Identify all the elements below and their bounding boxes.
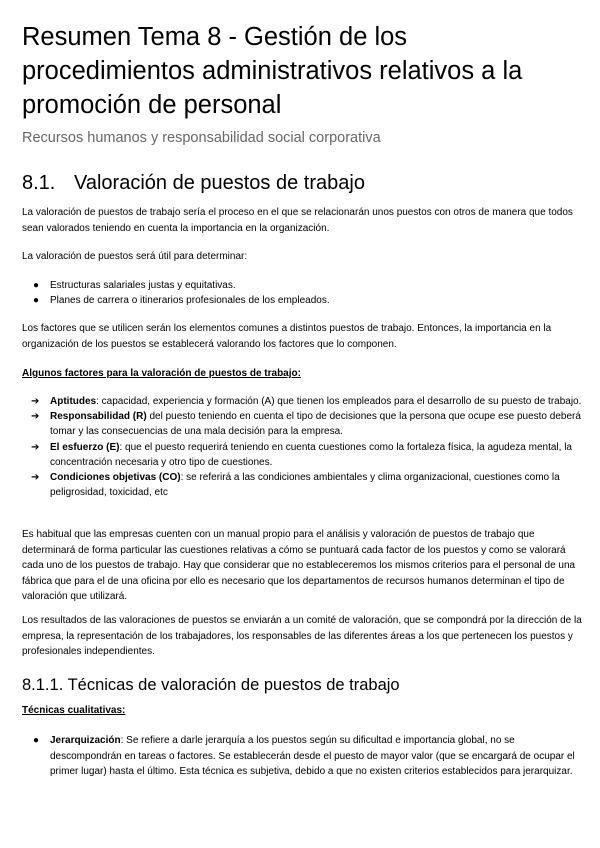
list-item: ● Jerarquización: Se refiere a darle jerarquía a los puestos según su dificultad e importancia global, no se descompondrán en tareas o factores. Se establecerán desde el puesto de mayor valor (que se encargará de ocupar el primer lugar) hasta el último. Esta técnica es subjetiva, debido a que no existen criterios establecidos para jerarquizar. — [33, 735, 575, 777]
arrow-icon: ➔ — [31, 441, 40, 453]
page-title: Resumen Tema 8 - Gestión de los procedimientos administrativos relativos a la promoción de personal — [22, 23, 523, 119]
page-subtitle: Recursos humanos y responsabilidad social corporativa — [22, 130, 381, 146]
results-paragraph: Los resultados de las valoraciones de puestos se enviarán a un comité de valoración, que se compondrá por la dirección de la empresa, la representación de los trabajadores, los responsables de las diferentes áreas a los que pertenecen los puestos y profesionales independientes. — [22, 615, 582, 657]
factors-list — [22, 394, 584, 500]
utility-intro: La valoración de puestos será útil para determinar: — [22, 251, 248, 262]
bullet-icon: ● — [33, 280, 40, 291]
arrow-icon: ➔ — [31, 411, 40, 423]
section-number: 8.1. — [22, 172, 56, 194]
list-item: ➔ El esfuerzo (E): que el puesto requerirá teniendo en cuenta cuestiones como la fortaleza física, la agudeza mental, la concentración necesaria y otro tipo de cuestiones. — [31, 441, 572, 468]
qualitative-heading: Técnicas cualitativas: — [22, 705, 126, 716]
arrow-icon: ➔ — [31, 472, 40, 484]
list-item: ➔ Condiciones objetivas (CO): se referirá a las condiciones ambientales y clima organizacional, cuestiones como la peligrosidad, toxicidad, etc — [31, 472, 560, 499]
bullet-icon: ● — [33, 735, 40, 746]
list-item: ● Estructuras salariales justas y equitativas. — [33, 280, 236, 291]
factors-paragraph: Los factores que se utilicen serán los elementos comunes a distintos puestos de trabajo. Entonces, la importancia en la organización de los puestos se establecerá valorando los factores que lo componen. — [22, 323, 552, 350]
qualitative-list — [22, 733, 584, 780]
factors-heading: Algunos factores para la valoración de puestos de trabajo: — [22, 368, 301, 379]
intro-paragraph: La valoración de puestos de trabajo sería el proceso en el que se relacionarán unos puestos con otros de manera que todos sean valorados teniendo en cuenta la importancia en la organización. — [22, 207, 573, 234]
manual-paragraph: Es habitual que las empresas cuenten con un manual propio para el análisis y valoración de puestos de trabajo que determinará de forma particular las cuestiones relativas a cómo se puntuará cada factor de los puestos y como se valorará cada uno de los puestos de trabajo. Hay que considerar que no estableceremos los mismos criterios para el personal de una fábrica que para el de una oficina por ello es necesario que los departamentos de recursos humanos determinan el tipo de valoración que utilizará. — [22, 529, 576, 602]
section-title: Valoración de puestos de trabajo — [74, 172, 365, 194]
arrow-icon: ➔ — [31, 396, 40, 407]
bullet-icon: ● — [33, 295, 40, 306]
utility-list — [22, 278, 330, 308]
list-item: ➔ Aptitudes: capacidad, experiencia y formación (A) que tienen los empleados para el desarrollo de su puesto de trabajo. — [22, 394, 584, 409]
section-heading — [22, 172, 365, 195]
list-item: ● Planes de carrera o itinerarios profesionales de los empleados. — [33, 295, 330, 306]
list-item: ➔ Responsabilidad (R) del puesto teniendo en cuenta el tipo de decisiones que la persona que ocupe ese puesto deberá tomar y las consecuencias de una mala decisión para la empresa. — [31, 411, 581, 438]
subsection-heading: 8.1.1. Técnicas de valoración de puestos de trabajo — [22, 676, 400, 694]
